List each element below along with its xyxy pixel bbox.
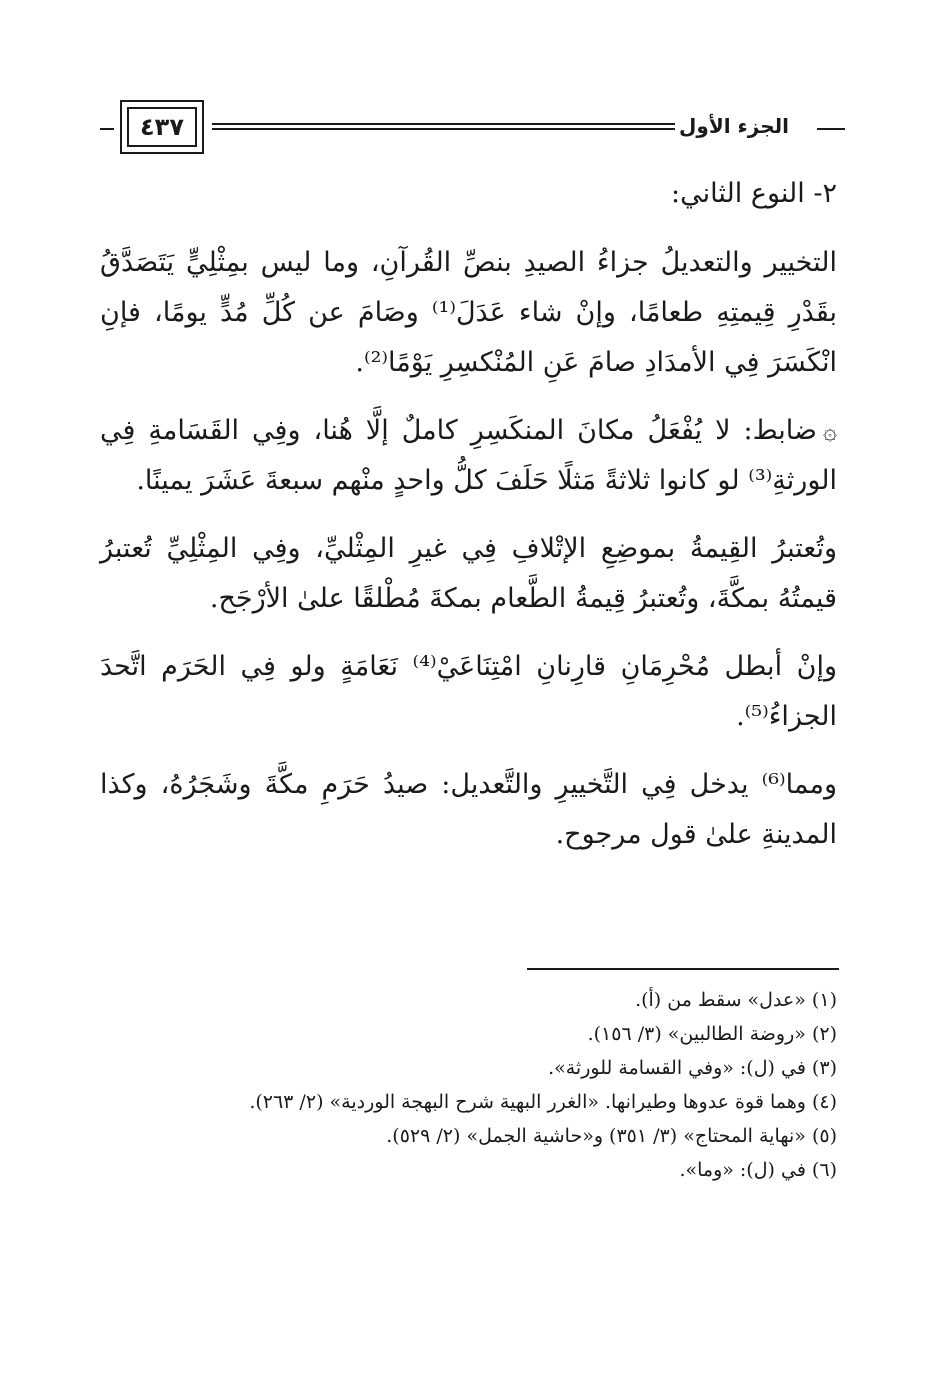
footnote-separator [527, 968, 839, 970]
page-header [100, 100, 845, 160]
section-title: ٢- النوع الثاني: [671, 178, 837, 209]
paragraph-2-text: ضابط: لا يُفْعَلُ مكانَ المنكَسِرِ كاملٌ إلَّا هُنا، وفِي القَسَامةِ فِي الورثةِ⁽³⁾ لو كانوا ثلاثةً مَثلًا حَلَفَ كلُّ واحدٍ منْهم سبعةَ عَشَرَ يمينًا. [100, 415, 837, 496]
header-rule [212, 123, 675, 130]
footnote-3: (٣) في (ل): «وفي القسامة للورثة». [548, 1057, 837, 1079]
rule-mark-icon: ۞ [822, 417, 837, 445]
header-dash-left [100, 128, 114, 130]
paragraph-4: وإنْ أبطل مُحْرِمَانِ قارِنانِ امْتِنَاعَيْ⁽⁴⁾ نَعَامَةٍ ولو فِي الحَرَم اتَّحدَ الجزاءُ⁽⁵⁾. [100, 651, 838, 732]
paragraph-5: ومما⁽⁶⁾ يدخل فِي التَّخييرِ والتَّعديل: صيدُ حَرَمِ مكَّةَ وشَجَرُهُ، وكذا المدينةِ علىٰ قول مرجوح. [100, 769, 837, 850]
page-number: ٤٣٧ [127, 107, 197, 147]
running-title: الجزء الأول [679, 114, 789, 138]
footnote-2: (٢) «روضة الطالبين» (٣/ ١٥٦). [587, 1023, 837, 1045]
header-dash-right [817, 128, 845, 130]
main-text [100, 172, 837, 878]
footnote-1: (١) «عدل» سقط من (أ). [635, 989, 837, 1011]
footnotes [100, 983, 837, 1187]
paragraph-2 [100, 406, 837, 506]
page-number-frame [120, 100, 204, 154]
footnote-5: (٥) «نهاية المحتاج» (٣/ ٣٥١) و«حاشية الجمل» (٢/ ٥٢٩). [386, 1125, 837, 1147]
paragraph-1: التخيير والتعديلُ جزاءُ الصيدِ بنصِّ القُرآنِ، وما ليس بمِثْلِيٍّ يَتَصَدَّقُ بقَدْرِ قِيمتِهِ طعامًا، وإنْ شاء عَدَلَ⁽¹⁾ وصَامَ عن كُلِّ مُدٍّ يومًا، فإنِ انْكَسَرَ فِي الأمدَادِ صامَ عَنِ المُنْكسِرِ يَوْمًا⁽²⁾. [100, 247, 837, 378]
paragraph-3: وتُعتبرُ القِيمةُ بموضِعِ الإتْلافِ فِي غيرِ المِثْليِّ، وفِي المِثْلِيِّ تُعتبرُ قيمتُهُ بمكَّةَ، وتُعتبرُ قِيمةُ الطَّعام بمكةَ مُطْلقًا علىٰ الأرْجَح. [100, 533, 837, 614]
footnote-4: (٤) وهما قوة عدوها وطيرانها. «الغرر البهية شرح البهجة الوردية» (٢/ ٢٦٣). [249, 1091, 837, 1113]
footnote-6: (٦) في (ل): «وما». [679, 1159, 837, 1181]
